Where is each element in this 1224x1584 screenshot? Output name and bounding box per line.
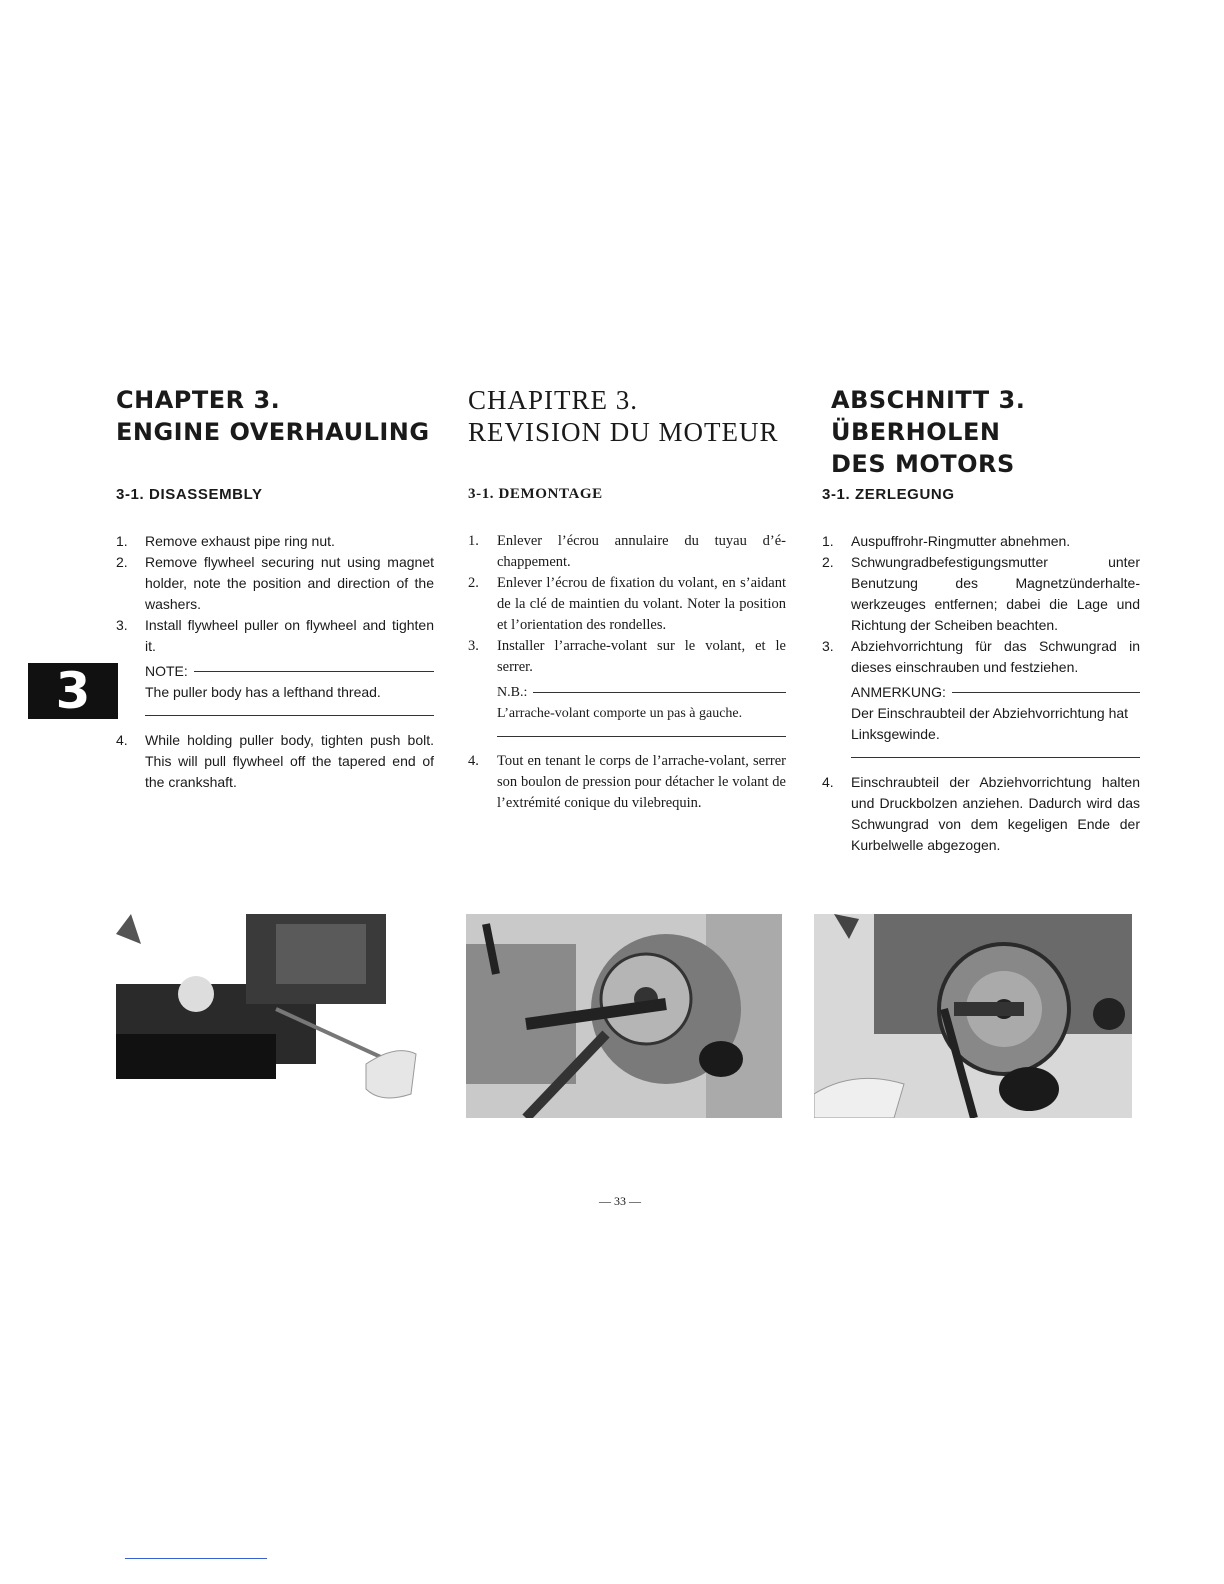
divider <box>194 671 434 672</box>
step-text: Remove flywheel securing nut using magnet holder, note the position and direction of the washers. <box>145 554 434 612</box>
section-heading-en: 3-1. DISASSEMBLY <box>116 486 263 503</box>
list-item <box>822 552 1140 636</box>
chapter-title-de-line1: ÜBERHOLEN <box>831 418 1001 446</box>
list-item <box>468 531 786 573</box>
divider <box>533 692 786 693</box>
steps-list-fr <box>468 531 786 814</box>
note-text: Der Einschraubteil der Abziehvorrichtung hat Linksgewinde. <box>851 705 1129 742</box>
step-number: 3. <box>468 638 479 654</box>
step-number: 3. <box>822 638 834 654</box>
chapter-tab: 3 <box>28 663 118 719</box>
step-number: 4. <box>116 732 128 748</box>
chapter-heading-en: CHAPTER 3. <box>116 386 281 414</box>
step-text: Abziehvorrichtung für das Schwungrad in dieses einschrauben und festziehen. <box>851 638 1140 675</box>
step-text: Remove exhaust pipe ring nut. <box>145 533 335 549</box>
french-column <box>468 384 786 811</box>
step-number: 2. <box>822 554 834 570</box>
note-label: N.B.: <box>497 685 528 700</box>
english-column <box>116 384 434 790</box>
list-item <box>116 615 434 657</box>
list-item <box>822 772 1140 856</box>
step-number: 2. <box>116 554 128 570</box>
divider <box>145 715 434 716</box>
step-text: Enlever l’écrou annulaire du tuyau d’échappement. <box>497 533 786 570</box>
section-heading-de: 3-1. ZERLEGUNG <box>822 486 955 503</box>
step-text: While holding puller body, tighten push bolt. This will pull flywheel off the tapered end of the crankshaft. <box>145 732 434 790</box>
step-text: Installer l’arrache-volant sur le volant, et le serrer. <box>497 638 786 675</box>
divider <box>497 736 786 737</box>
step-text: Schwungradbefestigungsmutter unter Benutzung des Magnetzünderhaltewerkzeuges entfernen; dabei die Lage und Richtung der Scheiben beachten. <box>851 554 1140 633</box>
step-number: 4. <box>822 774 834 790</box>
note-box-en <box>145 661 434 703</box>
chapter-title-de-line2: DES MOTORS <box>831 450 1015 478</box>
step-text: Install flywheel puller on flywheel and tighten it. <box>145 617 434 654</box>
step-number: 4. <box>468 753 479 769</box>
step-text: Tout en tenant le corps de l’arrache-volant, serrer son boulon de pression pour détacher le volant de l’extrémité conique du vilebrequin. <box>497 753 786 811</box>
list-item <box>116 531 434 552</box>
steps-list-en <box>116 531 434 793</box>
note-box-fr <box>497 682 786 724</box>
note-box-de <box>851 682 1140 745</box>
note-label: ANMERKUNG: <box>851 684 946 700</box>
note-text: The puller body has a lefthand thread. <box>145 684 381 700</box>
divider <box>851 757 1140 758</box>
engine-photo-1 <box>116 914 432 1118</box>
list-item <box>822 531 1140 552</box>
list-item <box>822 636 1140 678</box>
page-number: — 33 — <box>599 1194 641 1208</box>
step-text: Einschraubteil der Abziehvorrichtung halten und Druckbolzen anziehen. Dadurch wird das Schwungrad von dem kegeligen Ende der Kurbelwelle abgezogen. <box>851 774 1140 853</box>
steps-list-de <box>822 531 1140 856</box>
step-number: 1. <box>822 533 834 549</box>
list-item <box>116 730 434 793</box>
chapter-heading-de: ABSCHNITT 3. <box>831 386 1026 414</box>
list-item <box>468 573 786 636</box>
step-text: Auspuffrohr-Ringmutter abnehmen. <box>851 533 1071 549</box>
list-item <box>468 636 786 678</box>
step-number: 1. <box>116 533 128 549</box>
step-number: 1. <box>468 533 479 549</box>
step-number: 2. <box>468 575 479 591</box>
chapter-title-en: ENGINE OVERHAULING <box>116 418 430 446</box>
list-item <box>468 751 786 814</box>
chapter-heading-fr: CHAPITRE 3. <box>468 385 639 415</box>
chapter-title-fr: REVISION DU MOTEUR <box>468 417 779 447</box>
engine-photo-3 <box>814 914 1132 1118</box>
step-number: 3. <box>116 617 128 633</box>
note-text: L’arrache-volant comporte un pas à gauche. <box>497 706 743 721</box>
note-label: NOTE: <box>145 663 188 679</box>
divider <box>125 1558 267 1559</box>
german-column <box>822 384 1140 853</box>
section-heading-fr: 3-1. DEMONTAGE <box>468 486 603 502</box>
divider <box>952 692 1140 693</box>
list-item <box>116 552 434 615</box>
engine-photo-2 <box>466 914 782 1118</box>
step-text: Enlever l’écrou de fixation du volant, en s’aidant de la clé de maintien du volant. Noter la position et l’orientation des rondelles. <box>497 575 786 633</box>
